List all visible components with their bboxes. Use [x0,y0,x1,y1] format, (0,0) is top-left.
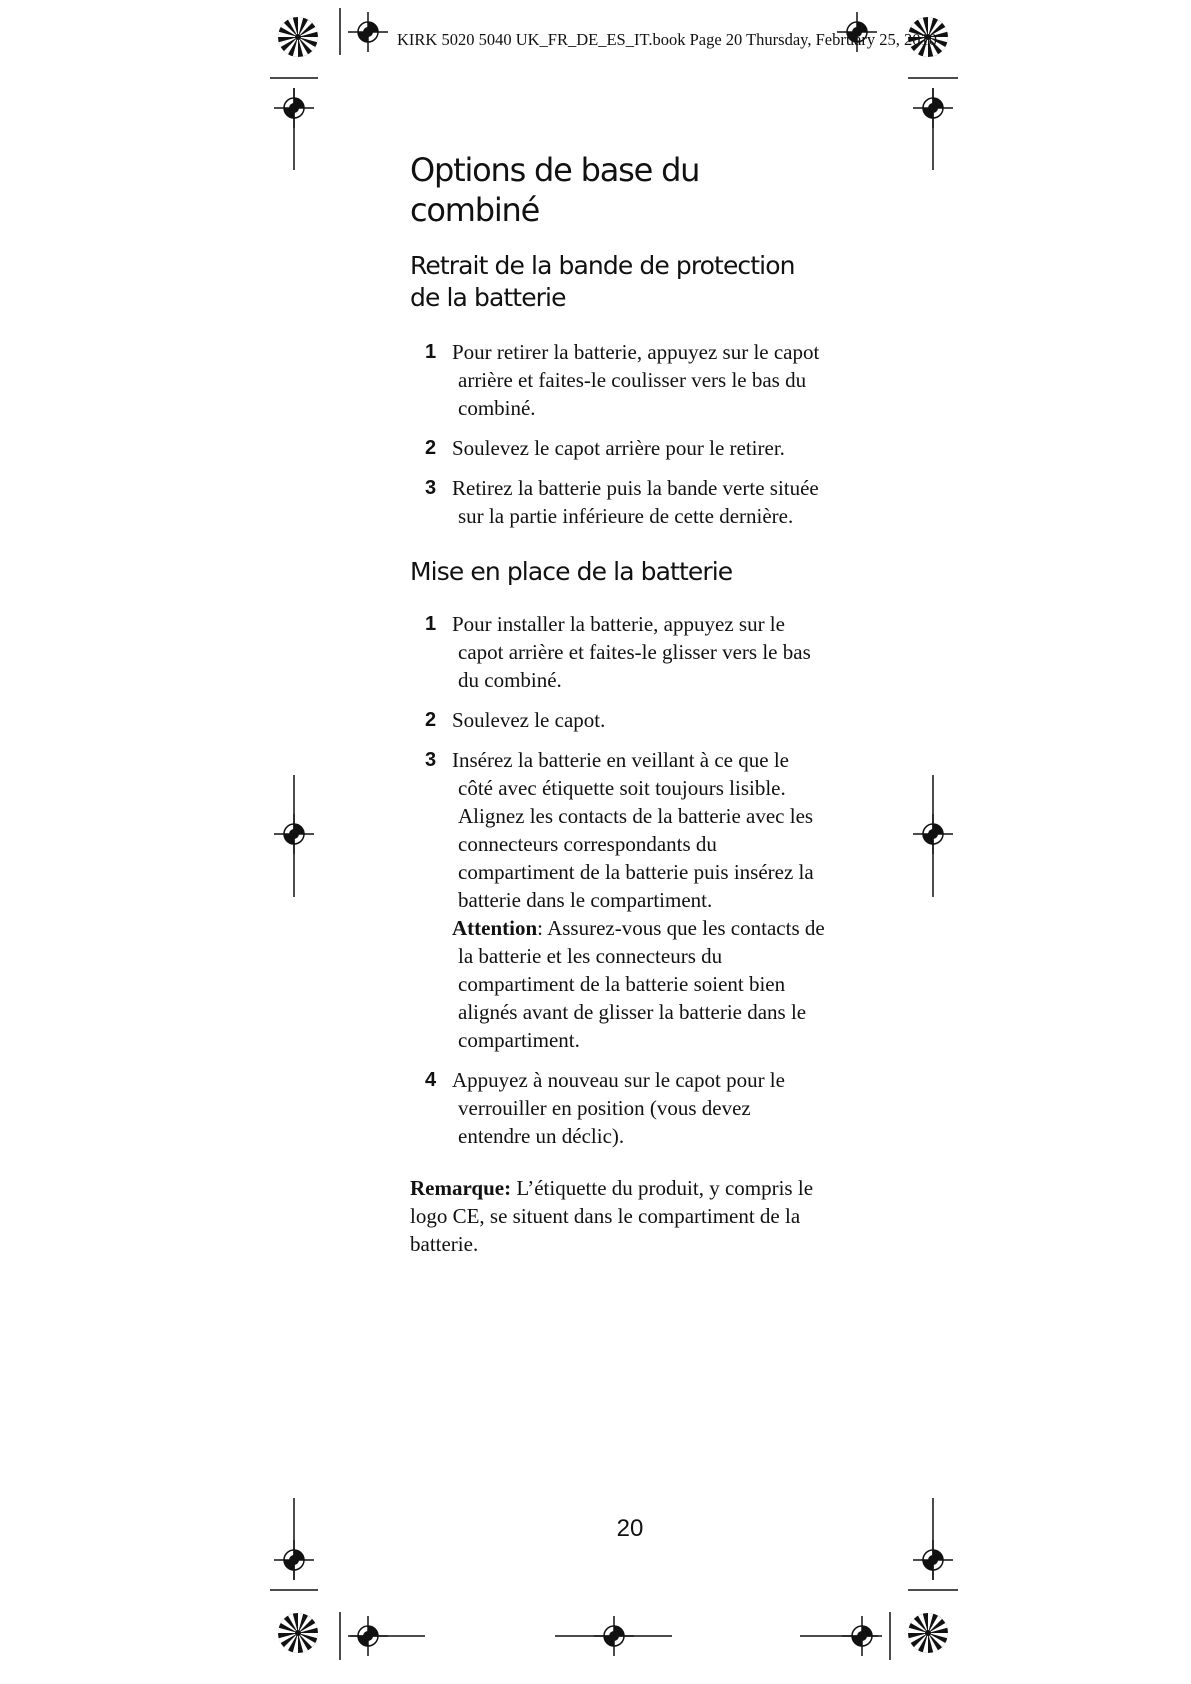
page-content [410,150,825,1279]
list-item [410,610,825,694]
list-item [410,474,825,530]
step-text: Soulevez le capot. [452,708,606,732]
registration-mark-icon [913,88,953,128]
remark-label: Remarque: [410,1176,512,1200]
registration-mark-icon [274,814,314,854]
step-number: 1 [425,341,437,363]
print-slug: KIRK 5020 5040 UK_FR_DE_ES_IT.book Page 20 Thursday, February 25, 2010 [397,30,938,49]
steps-list-battery-install [410,610,825,1150]
starburst-icon [908,1613,948,1653]
list-item [410,338,825,422]
registration-mark-icon [913,814,953,854]
list-item [410,746,825,1054]
step-text: Insérez la batterie en veillant à ce que le côté avec étiquette soit toujours lisible. Alignez les contacts de la batterie avec les connecteurs correspondants du compartiment de la batterie puis insérez la batterie dans le compartiment. [452,748,814,912]
step-text: Retirez la batterie puis la bande verte située sur la partie inférieure de cette dernière. [452,476,819,528]
attention-note [452,914,825,1054]
steps-list-protection-strip [410,338,825,530]
step-number: 4 [425,1069,437,1091]
step-text: Pour retirer la batterie, appuyez sur le capot arrière et faites-le coulisser vers le bas du combiné. [452,340,820,420]
step-text: Pour installer la batterie, appuyez sur le capot arrière et faites-le glisser vers le bas du combiné. [452,612,811,692]
starburst-icon [278,1613,318,1653]
attention-text: : Assurez-vous que les contacts de la batterie et les connecteurs du compartiment de la batterie soient bien alignés avant de glisser la batterie dans le compartiment. [458,916,825,1052]
starburst-icon [278,17,318,57]
section-heading-protection-strip: Retrait de la bande de protection de la batterie [410,251,795,312]
step-number: 1 [425,613,437,635]
page-title: Options de base du combiné [410,151,700,229]
registration-mark-icon [594,1616,634,1656]
registration-mark-icon [348,12,388,52]
step-number: 3 [425,749,437,771]
registration-mark-icon [842,1616,882,1656]
list-item [410,1066,825,1150]
attention-label: Attention [452,916,538,940]
section-heading-battery-install: Mise en place de la batterie [410,557,733,586]
step-number: 2 [425,709,437,731]
remark-note [410,1174,825,1258]
step-number: 3 [425,477,437,499]
registration-mark-icon [274,88,314,128]
registration-mark-icon [348,1616,388,1656]
step-number: 2 [425,437,437,459]
list-item [410,706,825,734]
remark-text: L’étiquette du produit, y compris le logo CE, se situent dans le compartiment de la batterie. [410,1176,814,1256]
registration-mark-icon [913,1540,953,1580]
step-text: Soulevez le capot arrière pour le retirer. [452,436,785,460]
step-text: Appuyez à nouveau sur le capot pour le verrouiller en position (vous devez entendre un déclic). [452,1068,785,1148]
page-number: 20 [616,1515,644,1542]
list-item [410,434,825,462]
registration-mark-icon [274,1540,314,1580]
